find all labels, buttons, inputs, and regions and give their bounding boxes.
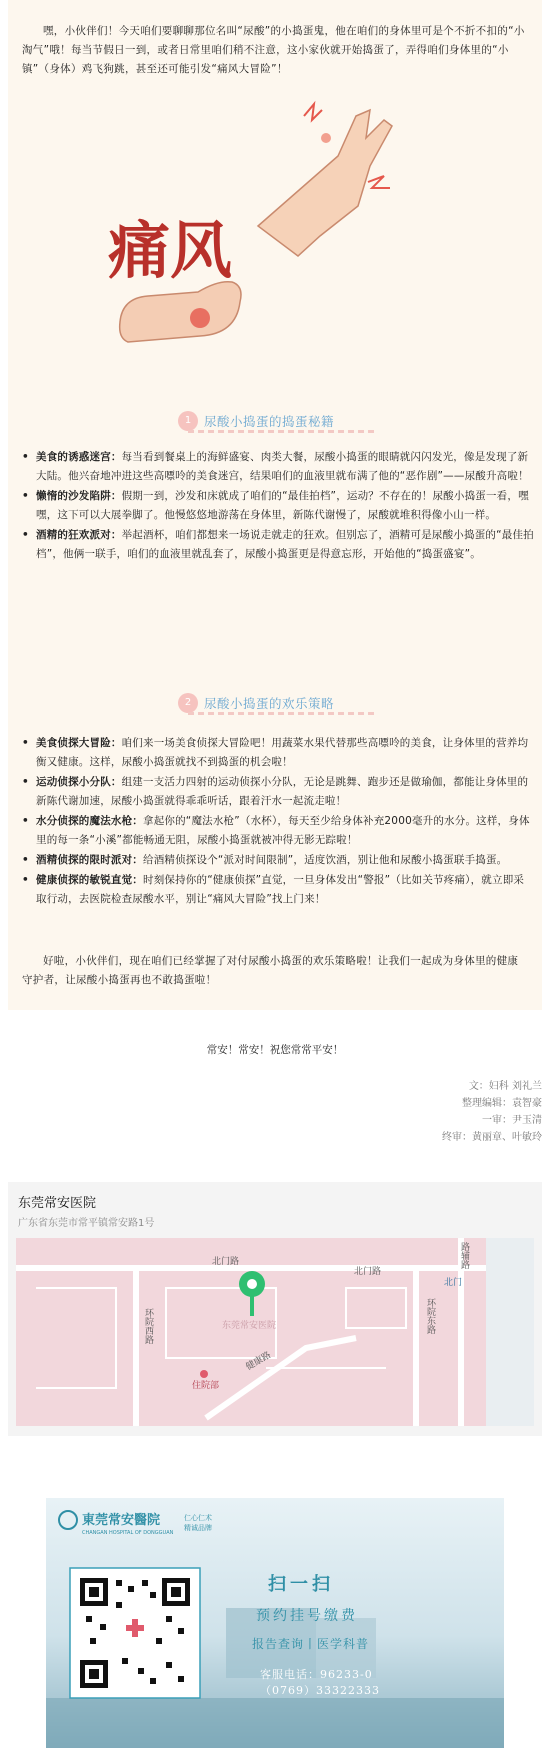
list-item — [22, 526, 534, 564]
map-label-road: 环院西路 — [143, 1308, 153, 1344]
section2-heading — [8, 690, 542, 720]
report-line: 报告查询丨医学科普 — [252, 1637, 370, 1651]
list-item-bold: 水分侦探的魔法水枪： — [36, 815, 143, 827]
slogan1: 仁心仁术 — [184, 1514, 212, 1522]
intro-paragraph: 嘿，小伙伴们！今天咱们要聊聊那位名叫“尿酸”的小捣蛋鬼，他在咱们的身体里可是个不折不扣的“小淘气”哦！每当节假日一到，或者日常里咱们稍不注意，这小家伙就开始捣蛋了，弄得咱们身体里的“小镇”（身体）鸡飞狗跳，甚至还可能引发“痛风大冒险”！ — [22, 25, 525, 75]
appointment-line: 预约挂号缴费 — [256, 1608, 358, 1624]
location-name: 东莞常安医院 — [18, 1196, 97, 1211]
gout-illustration — [108, 96, 448, 386]
section1-number: 1 — [178, 411, 198, 431]
list-item — [22, 773, 534, 811]
article-body — [8, 0, 542, 1010]
list-item-text: 拿起你的“魔法水枪”（水杯），每天至少给身体补充2000毫升的水分。这样，身体里的每一条“小溪”都能畅通无阻，尿酸小捣蛋就被冲得无影无踪啦！ — [36, 815, 530, 846]
list-item-text: 组建一支活力四射的运动侦探小分队，无论是跳舞、跑步还是做瑜伽，都能让身体里的新陈代谢加速，尿酸小捣蛋就得乖乖听话，跟着汗水一起流走啦！ — [36, 776, 529, 807]
map-label-road: 路辅路 — [459, 1242, 469, 1269]
logo-english: CHANGAN HOSPITAL OF DONGGUAN — [82, 1530, 174, 1536]
list-item-text: 举起酒杯，咱们都想来一场说走就走的狂欢。但别忘了，酒精可是尿酸小捣蛋的“最佳拍档”，他俩一联手，咱们的血液里就乱套了，尿酸小捣蛋更是得意忘形，开始他的“捣蛋盛宴”。 — [36, 529, 534, 560]
scan-label: 扫一扫 — [268, 1574, 334, 1595]
map-label-hospital: 东莞常安医院 — [222, 1321, 277, 1331]
list-item-bold: 酒精侦探的限时派对： — [36, 854, 143, 866]
section1-heading — [8, 408, 542, 438]
list-item-bold: 美食的诱惑迷宫： — [36, 451, 122, 463]
wave-divider — [188, 712, 378, 715]
location-card[interactable] — [8, 1182, 542, 1436]
foot-illustration — [120, 282, 241, 342]
list-item — [22, 812, 534, 850]
list-item-bold: 懒惰的沙发陷阱： — [36, 490, 122, 502]
section1-title: 尿酸小捣蛋的捣蛋秘籍 — [204, 414, 335, 429]
section2-list — [22, 734, 534, 910]
map-label-road: 北门路 — [212, 1257, 240, 1267]
logo-text: 東莞常安醫院 — [82, 1513, 161, 1528]
location-map[interactable] — [16, 1238, 534, 1426]
list-item-text: 假期一到，沙发和床就成了咱们的“最佳拍档”，运动？不存在的！尿酸小捣蛋一看，嘿嘿，这下可以大展拳脚了。他慢悠悠地游荡在身体里，新陈代谢慢了，尿酸就堆积得像小山一样。 — [36, 490, 529, 521]
credits — [442, 1078, 542, 1146]
list-item — [22, 487, 534, 525]
greeting: 常安！常安！祝您常常平安！ — [206, 1044, 344, 1056]
list-item-bold: 健康侦探的敏锐直觉： — [36, 874, 143, 886]
credit-final-review: 终审：黄丽章、叶敏玲 — [442, 1132, 542, 1143]
list-item-text: 每当看到餐桌上的海鲜盛宴、肉类大餐，尿酸小捣蛋的眼睛就闪闪发光，像是发现了新大陆。他兴奋地冲进这些高嘌呤的美食迷宫，结果咱们的血液里就布满了他的“恶作剧”——尿酸升高啦！ — [36, 451, 529, 482]
map-label-road: 健康路 — [244, 1350, 273, 1373]
wave-divider — [188, 430, 378, 433]
credit-first-review: 一审：尹玉清 — [482, 1115, 542, 1126]
map-label-road: 北门路 — [354, 1267, 382, 1277]
gout-title-text: 痛风 — [108, 214, 233, 287]
list-item-text: 给酒精侦探设个“派对时间限制”，适度饮酒，别让他和尿酸小捣蛋联手捣蛋。 — [143, 854, 508, 866]
list-item — [22, 871, 534, 909]
qr-banner — [46, 1498, 504, 1748]
hand-illustration — [258, 110, 392, 256]
map-label-north-gate: 北门 — [444, 1278, 463, 1288]
inpatient-icon — [200, 1370, 208, 1378]
phone-number: （0769）33322333 — [260, 1684, 380, 1697]
list-item — [22, 851, 534, 870]
list-item — [22, 448, 534, 486]
section2-title: 尿酸小捣蛋的欢乐策略 — [204, 696, 335, 711]
qr-code-icon — [70, 1568, 200, 1698]
credit-editor: 整理编辑：袁智豪 — [462, 1098, 542, 1109]
list-item-bold: 美食侦探大冒险： — [36, 737, 122, 749]
map-label-inpatient: 住院部 — [192, 1381, 220, 1391]
credit-author: 文：妇科 刘礼兰 — [468, 1081, 542, 1092]
section1-list — [22, 448, 534, 565]
list-item-bold: 酒精的狂欢派对： — [36, 529, 122, 541]
list-item-text: 咱们来一场美食侦探大冒险吧！用蔬菜水果代替那些高嘌呤的美食，让身体里的营养均衡又健康。这样，尿酸小捣蛋就找不到捣蛋的机会啦！ — [36, 737, 529, 768]
list-item — [22, 734, 534, 772]
outro-paragraph: 好啦，小伙伴们，现在咱们已经掌握了对付尿酸小捣蛋的欢乐策略啦！让我们一起成为身体里的健康守护者，让尿酸小捣蛋再也不敢捣蛋啦！ — [22, 955, 519, 986]
hotline: 客服电话：96233-0 — [260, 1668, 373, 1681]
section2-number: 2 — [178, 693, 198, 713]
list-item-text: 时刻保持你的“健康侦探”直觉，一旦身体发出“警报”（比如关节疼痛），就立即采取行动，去医院检查尿酸水平，别让“痛风大冒险”找上门来！ — [36, 874, 525, 905]
slogan2: 精诚品牌 — [184, 1524, 212, 1532]
list-item-bold: 运动侦探小分队： — [36, 776, 122, 788]
map-label-road: 环院东路 — [425, 1298, 435, 1334]
location-address: 广东省东莞市常平镇常安路1号 — [18, 1218, 155, 1229]
